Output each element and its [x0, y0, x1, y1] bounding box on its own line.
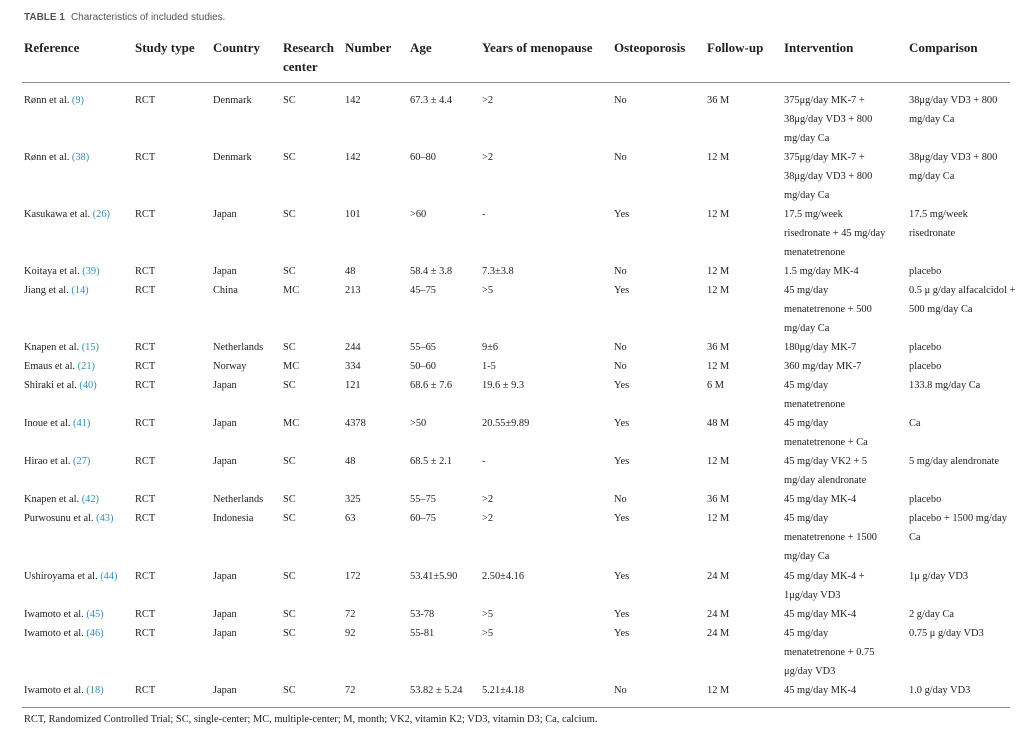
cell-country: Denmark	[213, 152, 252, 163]
cell-number: 4378	[345, 418, 366, 429]
cell-reference	[24, 509, 132, 528]
cell-number: 92	[345, 628, 356, 639]
cell-comparison-line: Ca	[909, 532, 921, 543]
cell-follow-up: 36 M	[707, 494, 730, 505]
cell-country: Netherlands	[213, 342, 264, 353]
cell-study-type: RCT	[135, 266, 156, 277]
cell-follow-up: 36 M	[707, 95, 730, 106]
cell-intervention-line: risedronate + 45 mg/day	[784, 228, 886, 239]
cell-comparison	[909, 567, 1019, 586]
cell-reference	[24, 605, 132, 624]
cell-comparison-line: placebo	[909, 266, 942, 277]
cell-intervention	[784, 605, 906, 624]
cell-age: 60–80	[410, 152, 436, 163]
cell-intervention-line: 375μg/day MK-7 +	[784, 152, 865, 163]
reference-name: Emaus et al.	[24, 361, 78, 372]
cell-intervention-line: 45 mg/day	[784, 513, 829, 524]
cell-comparison	[909, 490, 1019, 509]
cell-number: 213	[345, 285, 361, 296]
cell-study-type: RCT	[135, 571, 156, 582]
reference-name: Iwamoto et al.	[24, 628, 87, 639]
cell-comparison	[909, 338, 1019, 357]
reference-name: Iwamoto et al.	[24, 685, 87, 696]
cell-research-center: SC	[283, 494, 296, 505]
cell-years-of-menopause: >2	[482, 513, 494, 524]
cell-country: Japan	[213, 209, 237, 220]
cell-intervention	[784, 281, 906, 338]
cell-intervention	[784, 567, 906, 605]
cell-study-type: RCT	[135, 494, 156, 505]
cell-comparison-line: mg/day Ca	[909, 171, 955, 182]
cell-intervention-line: 375μg/day MK-7 +	[784, 95, 865, 106]
cell-comparison	[909, 681, 1019, 700]
cell-years-of-menopause: >2	[482, 95, 494, 106]
cell-comparison-line: 133.8 mg/day Ca	[909, 380, 981, 391]
cell-age: >50	[410, 418, 427, 429]
reference-citation-link[interactable]: (41)	[73, 418, 91, 429]
cell-intervention-line: 45 mg/day MK-4 +	[784, 571, 865, 582]
cell-country: Denmark	[213, 95, 252, 106]
cell-follow-up: 12 M	[707, 456, 730, 467]
cell-age: 68.6 ± 7.6	[410, 380, 453, 391]
cell-comparison	[909, 357, 1019, 376]
cell-age: 53.41±5.90	[410, 571, 458, 582]
cell-reference	[24, 281, 132, 300]
cell-number: 142	[345, 95, 361, 106]
cell-age: 50–60	[410, 361, 436, 372]
cell-osteoporosis: Yes	[614, 571, 630, 582]
table-footnote: RCT, Randomized Controlled Trial; SC, single-center; MC, multiple-center; M, month; VK2, vitamin K2; VD3, vitamin D3; Ca, calcium.	[24, 714, 598, 725]
cell-age: 55–75	[410, 494, 436, 505]
cell-age: 60–75	[410, 513, 436, 524]
cell-intervention-line: 360 mg/day MK-7	[784, 361, 862, 372]
cell-intervention-line: mg/day Ca	[784, 323, 830, 334]
cell-reference	[24, 414, 132, 433]
cell-research-center: SC	[283, 513, 296, 524]
cell-age: 58.4 ± 3.8	[410, 266, 453, 277]
reference-name: Inoue et al.	[24, 418, 74, 429]
cell-age: 53.82 ± 5.24	[410, 685, 463, 696]
cell-intervention	[784, 452, 906, 490]
cell-comparison-line: placebo	[909, 361, 942, 372]
cell-reference	[24, 681, 132, 700]
table-title: Characteristics of included studies.	[70, 12, 226, 23]
cell-study-type: RCT	[135, 95, 156, 106]
cell-years-of-menopause: 9±6	[482, 342, 499, 353]
cell-intervention-line: μg/day VD3	[784, 666, 836, 677]
cell-study-type: RCT	[135, 152, 156, 163]
cell-intervention-line: 1μg/day VD3	[784, 590, 841, 601]
cell-intervention-line: 38μg/day VD3 + 800	[784, 114, 873, 125]
cell-intervention-line: 45 mg/day MK-4	[784, 609, 857, 620]
cell-follow-up: 36 M	[707, 342, 730, 353]
reference-name: Purwosunu et al.	[24, 513, 97, 524]
cell-intervention-line: menatetrenone + Ca	[784, 437, 868, 448]
cell-osteoporosis: Yes	[614, 209, 630, 220]
cell-research-center: SC	[283, 685, 296, 696]
cell-study-type: RCT	[135, 209, 156, 220]
cell-comparison	[909, 91, 1019, 129]
cell-comparison	[909, 414, 1019, 433]
cell-study-type: RCT	[135, 342, 156, 353]
cell-years-of-menopause: 7.3±3.8	[482, 266, 514, 277]
cell-intervention	[784, 148, 906, 205]
cell-intervention-line: menatetrenone + 500	[784, 304, 872, 315]
cell-comparison-line: placebo + 1500 mg/day	[909, 513, 1007, 524]
cell-follow-up: 12 M	[707, 513, 730, 524]
cell-age: 55–65	[410, 342, 436, 353]
cell-country: Japan	[213, 628, 237, 639]
cell-intervention-line: mg/day Ca	[784, 551, 830, 562]
column-header-reference: Reference	[24, 40, 80, 55]
cell-reference	[24, 490, 132, 509]
cell-comparison-line: 38μg/day VD3 + 800	[909, 152, 998, 163]
reference-name: Rønn et al.	[24, 152, 72, 163]
cell-reference	[24, 357, 132, 376]
cell-comparison-line: Ca	[909, 418, 921, 429]
cell-intervention	[784, 205, 906, 262]
cell-study-type: RCT	[135, 456, 156, 467]
column-header-country: Country	[213, 40, 260, 55]
cell-intervention	[784, 490, 906, 509]
cell-osteoporosis: No	[614, 685, 627, 696]
cell-research-center: SC	[283, 571, 296, 582]
cell-osteoporosis: Yes	[614, 418, 630, 429]
reference-name: Rønn et al.	[24, 95, 72, 106]
cell-study-type: RCT	[135, 361, 156, 372]
cell-intervention	[784, 414, 906, 452]
cell-research-center: MC	[283, 361, 300, 372]
column-header-research-center: Research center	[283, 40, 335, 74]
cell-comparison-line: 0.75 μ g/day VD3	[909, 628, 984, 639]
cell-comparison-line: 1μ g/day VD3	[909, 571, 969, 582]
header-divider	[22, 82, 1010, 83]
cell-intervention-line: 38μg/day VD3 + 800	[784, 171, 873, 182]
cell-age: 45–75	[410, 285, 436, 296]
cell-follow-up: 12 M	[707, 209, 730, 220]
cell-osteoporosis: Yes	[614, 609, 630, 620]
cell-reference	[24, 376, 132, 395]
cell-research-center: SC	[283, 628, 296, 639]
cell-age: 55-81	[410, 628, 435, 639]
cell-osteoporosis: No	[614, 95, 627, 106]
cell-years-of-menopause: 5.21±4.18	[482, 685, 525, 696]
column-header-follow-up: Follow-up	[707, 40, 764, 55]
cell-research-center: SC	[283, 209, 296, 220]
cell-research-center: SC	[283, 342, 296, 353]
cell-years-of-menopause: >5	[482, 609, 494, 620]
cell-country: Japan	[213, 609, 237, 620]
cell-age: 53-78	[410, 609, 435, 620]
cell-country: Indonesia	[213, 513, 254, 524]
cell-follow-up: 24 M	[707, 571, 730, 582]
cell-years-of-menopause: 1-5	[482, 361, 496, 372]
column-header-number: Number	[345, 40, 392, 55]
cell-number: 63	[345, 513, 356, 524]
cell-country: Netherlands	[213, 494, 264, 505]
cell-osteoporosis: No	[614, 494, 627, 505]
cell-intervention	[784, 509, 906, 566]
cell-comparison-line: placebo	[909, 494, 942, 505]
column-header-intervention: Intervention	[784, 40, 854, 55]
cell-age: 68.5 ± 2.1	[410, 456, 453, 467]
reference-citation-link[interactable]: (45)	[86, 609, 104, 620]
cell-years-of-menopause: -	[482, 209, 486, 220]
cell-number: 48	[345, 456, 356, 467]
cell-study-type: RCT	[135, 609, 156, 620]
reference-citation-link[interactable]: (15)	[81, 342, 100, 353]
cell-comparison	[909, 205, 1019, 243]
cell-comparison-line: 38μg/day VD3 + 800	[909, 95, 998, 106]
cell-reference	[24, 148, 132, 167]
cell-years-of-menopause: >5	[482, 628, 494, 639]
cell-number: 101	[345, 209, 361, 220]
cell-comparison	[909, 148, 1019, 186]
cell-osteoporosis: Yes	[614, 380, 630, 391]
cell-intervention-line: 45 mg/day	[784, 418, 829, 429]
cell-comparison	[909, 624, 1019, 643]
cell-comparison-line: 5 mg/day alendronate	[909, 456, 1000, 467]
cell-follow-up: 6 M	[707, 380, 725, 391]
cell-intervention	[784, 262, 906, 281]
cell-study-type: RCT	[135, 685, 156, 696]
reference-citation-link[interactable]: (44)	[100, 571, 118, 582]
cell-country: Japan	[213, 456, 237, 467]
column-header-comparison: Comparison	[909, 40, 978, 55]
reference-citation-link[interactable]: (26)	[92, 209, 110, 220]
cell-research-center: SC	[283, 152, 296, 163]
reference-citation-link[interactable]: (38)	[71, 152, 90, 163]
cell-intervention-line: mg/day Ca	[784, 133, 830, 144]
reference-citation-link[interactable]: (42)	[81, 494, 100, 505]
cell-number: 172	[345, 571, 361, 582]
cell-follow-up: 48 M	[707, 418, 730, 429]
reference-name: Hirao et al.	[24, 456, 74, 467]
cell-years-of-menopause: >5	[482, 285, 494, 296]
cell-comparison-line: 17.5 mg/week	[909, 209, 968, 220]
cell-research-center: SC	[283, 380, 296, 391]
table-label: TABLE 1	[24, 12, 65, 23]
cell-reference	[24, 91, 132, 110]
cell-reference	[24, 262, 132, 281]
cell-years-of-menopause: -	[482, 456, 486, 467]
cell-age: >60	[410, 209, 427, 220]
cell-follow-up: 12 M	[707, 361, 730, 372]
cell-intervention-line: menatetrenone + 1500	[784, 532, 877, 543]
cell-number: 142	[345, 152, 361, 163]
cell-comparison	[909, 281, 1019, 319]
cell-reference	[24, 624, 132, 643]
cell-osteoporosis: Yes	[614, 456, 630, 467]
reference-citation-link[interactable]: (27)	[73, 456, 91, 467]
cell-country: Japan	[213, 685, 237, 696]
cell-intervention-line: 17.5 mg/week	[784, 209, 843, 220]
cell-reference	[24, 452, 132, 471]
cell-intervention	[784, 91, 906, 148]
cell-reference	[24, 338, 132, 357]
cell-study-type: RCT	[135, 628, 156, 639]
reference-citation-link[interactable]: (21)	[77, 361, 95, 372]
cell-intervention-line: menatetrenone	[784, 399, 846, 410]
cell-comparison	[909, 509, 1019, 547]
cell-years-of-menopause: >2	[482, 494, 494, 505]
cell-intervention	[784, 681, 906, 700]
cell-number: 334	[345, 361, 361, 372]
cell-osteoporosis: No	[614, 266, 627, 277]
cell-research-center: MC	[283, 285, 300, 296]
cell-intervention-line: 180μg/day MK-7	[784, 342, 857, 353]
cell-intervention	[784, 338, 906, 357]
reference-name: Jiang et al.	[24, 285, 72, 296]
cell-study-type: RCT	[135, 418, 156, 429]
cell-intervention-line: menatetrenone	[784, 247, 846, 258]
reference-name: Knapen et al.	[24, 342, 82, 353]
column-header-osteoporosis: Osteoporosis	[614, 40, 686, 55]
cell-research-center: SC	[283, 95, 296, 106]
cell-intervention-line: 45 mg/day MK-4	[784, 494, 857, 505]
cell-follow-up: 12 M	[707, 285, 730, 296]
reference-name: Shiraki et al.	[24, 380, 80, 391]
cell-research-center: SC	[283, 266, 296, 277]
cell-intervention-line: menatetrenone + 0.75	[784, 647, 875, 658]
cell-comparison-line: 2 g/day Ca	[909, 609, 955, 620]
cell-reference	[24, 567, 132, 586]
cell-osteoporosis: No	[614, 361, 627, 372]
cell-osteoporosis: Yes	[614, 285, 630, 296]
cell-research-center: SC	[283, 456, 296, 467]
cell-reference	[24, 205, 132, 224]
cell-number: 121	[345, 380, 361, 391]
cell-number: 72	[345, 609, 356, 620]
reference-citation-link[interactable]: (14)	[71, 285, 89, 296]
cell-comparison-line: mg/day Ca	[909, 114, 955, 125]
column-header-age: Age	[410, 40, 432, 55]
cell-country: Japan	[213, 571, 237, 582]
cell-comparison	[909, 452, 1019, 471]
cell-years-of-menopause: >2	[482, 152, 494, 163]
reference-citation-link[interactable]: (43)	[96, 513, 114, 524]
cell-comparison-line: placebo	[909, 342, 942, 353]
cell-country: Japan	[213, 418, 237, 429]
cell-intervention-line: 45 mg/day	[784, 380, 829, 391]
cell-number: 72	[345, 685, 356, 696]
reference-name: Ushiroyama et al.	[24, 571, 101, 582]
cell-country: China	[213, 285, 238, 296]
cell-intervention	[784, 624, 906, 681]
cell-comparison	[909, 262, 1019, 281]
cell-comparison	[909, 376, 1019, 395]
cell-follow-up: 24 M	[707, 628, 730, 639]
cell-comparison-line: 0.5 μ g/day alfacalcidol +	[909, 285, 1016, 296]
cell-comparison-line: 1.0 g/day VD3	[909, 685, 971, 696]
reference-citation-link[interactable]: (46)	[86, 628, 104, 639]
cell-country: Japan	[213, 380, 237, 391]
cell-comparison	[909, 605, 1019, 624]
cell-research-center: SC	[283, 609, 296, 620]
cell-years-of-menopause: 20.55±9.89	[482, 418, 530, 429]
cell-research-center: MC	[283, 418, 300, 429]
cell-osteoporosis: No	[614, 342, 627, 353]
reference-citation-link[interactable]: (40)	[79, 380, 97, 391]
reference-name: Iwamoto et al.	[24, 609, 87, 620]
cell-intervention-line: mg/day Ca	[784, 190, 830, 201]
cell-number: 48	[345, 266, 356, 277]
cell-comparison-line: 500 mg/day Ca	[909, 304, 973, 315]
cell-intervention	[784, 376, 906, 414]
cell-number: 325	[345, 494, 361, 505]
cell-years-of-menopause: 2.50±4.16	[482, 571, 525, 582]
reference-citation-link[interactable]: (39)	[82, 266, 100, 277]
cell-study-type: RCT	[135, 285, 156, 296]
cell-country: Japan	[213, 266, 237, 277]
cell-follow-up: 12 M	[707, 685, 730, 696]
cell-country: Norway	[213, 361, 247, 372]
column-header-years-of-menopause: Years of menopause	[482, 40, 593, 55]
cell-number: 244	[345, 342, 361, 353]
cell-follow-up: 24 M	[707, 609, 730, 620]
reference-name: Koitaya et al.	[24, 266, 83, 277]
cell-follow-up: 12 M	[707, 152, 730, 163]
cell-intervention-line: 1.5 mg/day MK-4	[784, 266, 859, 277]
cell-intervention	[784, 357, 906, 376]
reference-citation-link[interactable]: (9)	[71, 95, 85, 106]
cell-age: 67.3 ± 4.4	[410, 95, 453, 106]
column-header-study-type: Study type	[135, 40, 195, 55]
cell-comparison-line: risedronate	[909, 228, 956, 239]
reference-citation-link[interactable]: (18)	[86, 685, 104, 696]
cell-osteoporosis: Yes	[614, 628, 630, 639]
cell-follow-up: 12 M	[707, 266, 730, 277]
reference-name: Knapen et al.	[24, 494, 82, 505]
cell-osteoporosis: Yes	[614, 513, 630, 524]
cell-intervention-line: 45 mg/day	[784, 628, 829, 639]
cell-years-of-menopause: 19.6 ± 9.3	[482, 380, 525, 391]
cell-intervention-line: 45 mg/day	[784, 285, 829, 296]
cell-intervention-line: mg/day alendronate	[784, 475, 867, 486]
table-caption	[24, 12, 225, 23]
footer-divider	[22, 707, 1010, 708]
cell-study-type: RCT	[135, 380, 156, 391]
cell-intervention-line: 45 mg/day VK2 + 5	[784, 456, 868, 467]
reference-name: Kasukawa et al.	[24, 209, 93, 220]
cell-study-type: RCT	[135, 513, 156, 524]
cell-intervention-line: 45 mg/day MK-4	[784, 685, 857, 696]
cell-osteoporosis: No	[614, 152, 627, 163]
